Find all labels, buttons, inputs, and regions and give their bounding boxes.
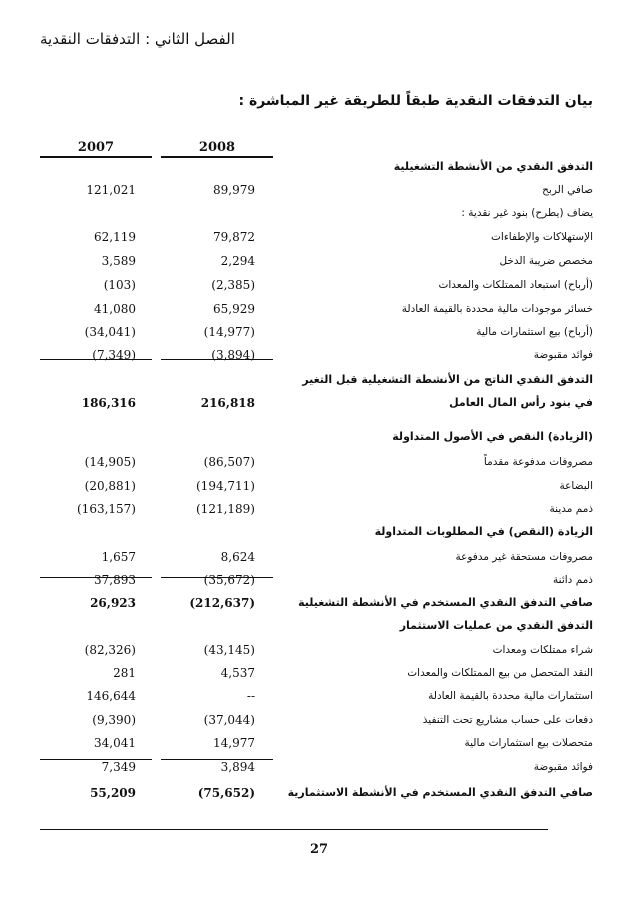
table-row [0,710,638,730]
table-row [0,427,638,447]
row-label: صافي التدفق النقدي المستخدم في الأنشطة التشغيلية [298,596,593,609]
table-row [0,227,638,247]
row-label: (أرباح) بيع استثمارات مالية [476,326,593,338]
row-label: الإستهلاكات والإطفاءات [491,231,593,243]
value-2007: 121,021 [86,183,136,197]
value-2007: (14,905) [84,455,136,469]
value-2008: (43,145) [203,643,255,657]
row-label: (الزيادة) النقص في الأصول المتداولة [392,430,593,443]
value-2007: 26,923 [90,596,136,610]
table-row [0,157,638,177]
value-2007: (163,157) [77,502,136,516]
value-2008: (14,977) [203,325,255,339]
table-row [0,299,638,319]
row-label: النقد المتحصل من بيع الممتلكات والمعدات [407,667,593,679]
column-header-2007: 2007 [77,140,115,155]
table-row [0,663,638,683]
value-2008: (212,637) [189,596,255,610]
value-2008: (75,652) [197,786,255,800]
footer-rule [40,829,548,830]
table-row [0,275,638,295]
value-2008: 8,624 [220,550,255,564]
table-row [0,452,638,472]
table-row [0,757,638,777]
table-row [0,593,638,613]
table-row [0,783,638,803]
value-2008: -- [246,689,255,703]
value-2008: 216,818 [200,396,255,410]
value-2008: (37,044) [203,713,255,727]
value-2008: 3,894 [220,760,255,774]
value-2007: 7,349 [101,760,136,774]
table-row [0,616,638,636]
value-2007: 186,316 [81,396,136,410]
value-2007: 37,893 [94,573,136,587]
row-label: مخصص ضريبة الدخل [499,255,593,267]
row-label: خسائر موجودات مالية محددة بالقيمة العادلة [401,303,593,315]
table-row [0,322,638,342]
table-row [0,345,638,365]
value-2008: 2,294 [220,254,255,268]
table-row [0,733,638,753]
value-2007: 3,589 [101,254,136,268]
row-label: شراء ممتلكات ومعدات [492,644,593,656]
table-row [0,251,638,271]
table-row [0,547,638,567]
value-2008: 4,537 [220,666,255,680]
value-2007: 281 [113,666,136,680]
value-2008: (3,894) [211,348,255,362]
row-label: متحصلات بيع استثمارات مالية [464,737,593,749]
table-row [0,640,638,660]
value-2007: 62,119 [94,230,136,244]
value-2008: 65,929 [213,302,255,316]
row-label: يضاف (يطرح) بنود غير نقدية : [461,207,593,219]
chapter-title: الفصل الثاني : التدفقات النقدية [40,30,235,48]
value-2007: (7,349) [92,348,136,362]
row-label: التدفق النقدي من الأنشطة التشغيلية [393,160,593,173]
row-label: (أرباح) استبعاد الممتلكات والمعدات [438,279,593,291]
row-label: دفعات على حساب مشاريع تحت التنفيذ [422,714,593,726]
value-2007: 1,657 [101,550,136,564]
table-row [0,522,638,542]
table-row [0,476,638,496]
row-label: مصروفات مدفوعة مقدماً [483,456,593,468]
row-label: صافي التدفق النقدي المستخدم في الأنشطة الاستثمارية [287,786,593,799]
row-label: ذمم دائنة [553,574,593,586]
value-2007: (103) [103,278,136,292]
table-row [0,203,638,223]
value-2008: (2,385) [211,278,255,292]
table-row [0,180,638,200]
row-label: التدفق النقدي من عمليات الاستثمار [399,619,593,632]
row-label: البضاعة [559,480,593,492]
value-2008: 14,977 [213,736,255,750]
table-row [0,393,638,413]
row-label: الزيادة (النقص) في المطلوبات المتداولة [374,525,593,538]
value-2008: 89,979 [213,183,255,197]
value-2007: (34,041) [84,325,136,339]
value-2008: 79,872 [213,230,255,244]
value-2008: (86,507) [203,455,255,469]
row-label: ذمم مدينة [549,503,593,515]
value-2007: (82,326) [84,643,136,657]
table-row [0,370,638,390]
value-2007: 41,080 [94,302,136,316]
value-2007: 55,209 [90,786,136,800]
value-2007: (20,881) [84,479,136,493]
value-2007: (9,390) [92,713,136,727]
row-label: التدفق النقدي الناتج من الأنشطة التشغيلية قبل التغير [302,373,593,386]
page-number: 27 [309,842,329,857]
row-label: مصروفات مستحقة غير مدفوعة [455,551,593,563]
table-row [0,686,638,706]
row-label: صافي الربح [542,184,593,196]
value-2007: 146,644 [86,689,136,703]
column-header-2008: 2008 [198,140,236,155]
row-label: فوائد مقبوضة [533,349,593,361]
value-2008: (121,189) [196,502,255,516]
row-label: في بنود رأس المال العامل [449,396,593,409]
table-row [0,570,638,590]
statement-title: بيان التدفقات النقدية طبقاً للطريقة غير المباشرة : [238,93,593,109]
row-label: فوائد مقبوضة [533,761,593,773]
value-2008: (194,711) [196,479,255,493]
table-row [0,499,638,519]
row-label: استثمارات مالية محددة بالقيمة العادلة [428,690,593,702]
value-2007: 34,041 [94,736,136,750]
value-2008: (35,672) [203,573,255,587]
